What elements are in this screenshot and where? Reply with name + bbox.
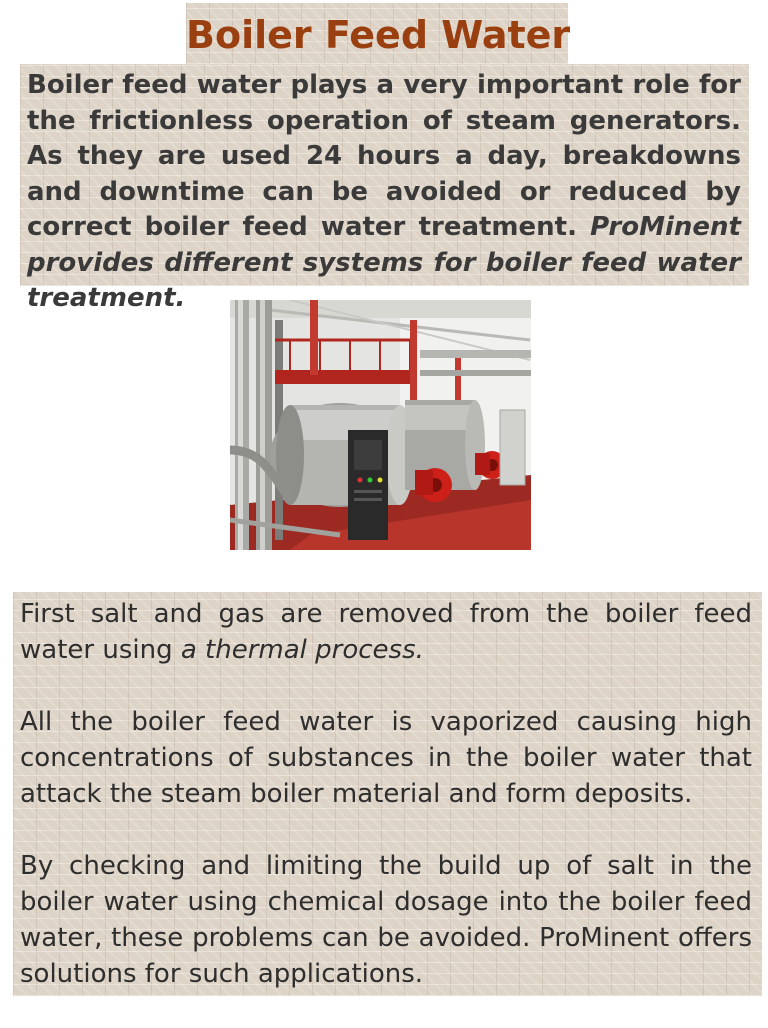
boiler-room-illustration	[230, 300, 531, 550]
title-banner	[186, 3, 571, 64]
page-title: Boiler Feed Water	[186, 13, 571, 57]
paragraph-text: First salt and gas are removed from the boiler feed water using	[20, 599, 752, 665]
boiler-room-photo	[230, 300, 531, 550]
intro-italic-text: ProMinent provides different systems for boiler feed water treatment.	[27, 212, 741, 313]
paragraph-text: By checking and limiting the build up of salt in the boiler water using chemical dosage into the boiler feed water, these problems can be avoided. ProMinent offers solutions for such applications.	[20, 851, 752, 989]
intro-text: Boiler feed water plays a very important role for the frictionless operation of steam generators. As they are used 24 hours a day, breakdowns and downtime can be avoided or reduced by correct boiler feed water treatment.	[27, 70, 741, 242]
paragraph-text: All the boiler feed water is vaporized causing high concentrations of substances in the boiler water that attack the steam boiler material and form deposits.	[20, 707, 752, 809]
intro-paragraph	[27, 68, 741, 317]
paragraph-thermal-process	[20, 596, 752, 668]
paragraph-italic-text: a thermal process.	[180, 635, 424, 665]
paragraph-vaporization	[20, 704, 752, 812]
details-section	[13, 592, 762, 996]
intro-section	[20, 64, 749, 313]
paragraph-chemical-dosage	[20, 848, 752, 992]
details-text	[20, 596, 752, 1028]
